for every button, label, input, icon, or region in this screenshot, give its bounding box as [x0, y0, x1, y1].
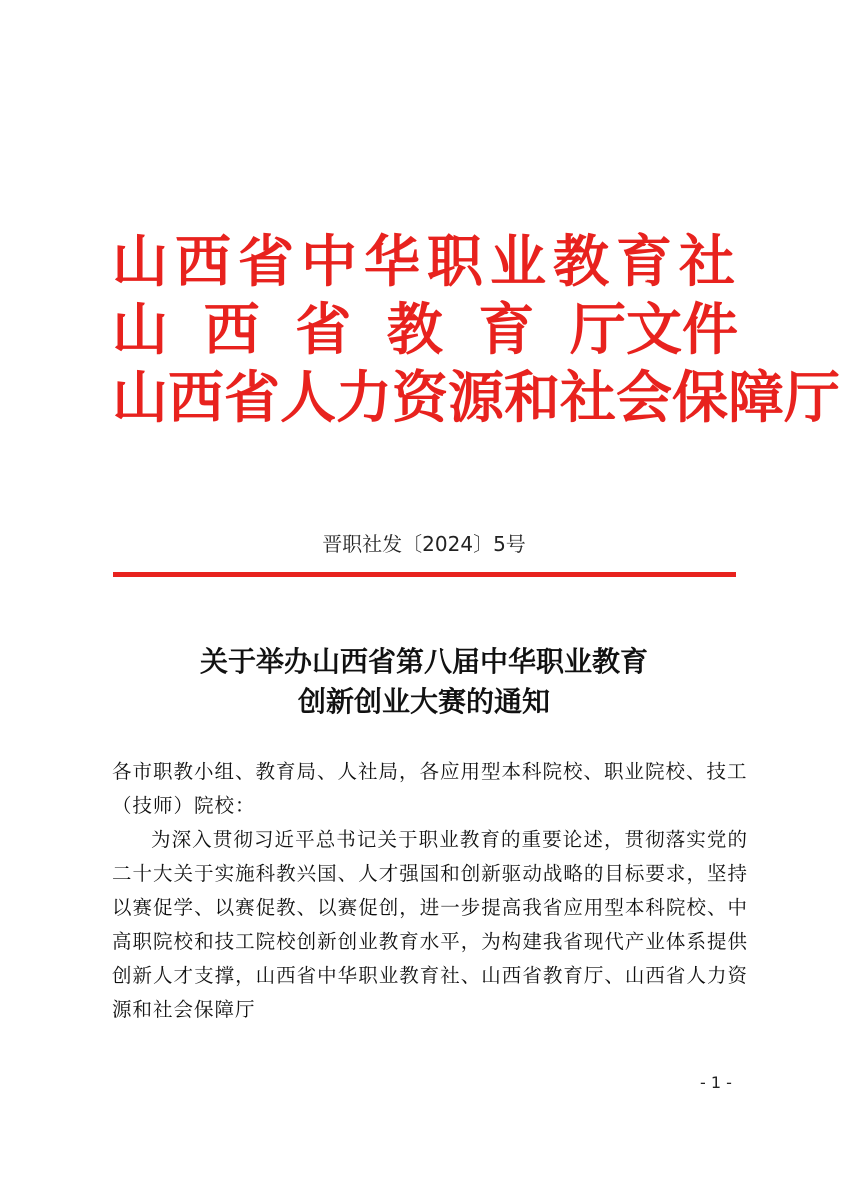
document-body	[112, 755, 748, 1027]
header-line-2-char: 育	[478, 297, 535, 363]
issuing-authorities-header	[112, 228, 840, 432]
red-divider	[113, 572, 736, 577]
header-line-2-char: 省	[295, 297, 352, 363]
header-line-3: 山西省人力资源和社会保障厅	[112, 365, 840, 431]
header-line-2	[112, 296, 738, 364]
document-number: 晋职社发〔2024〕5号	[322, 532, 526, 556]
header-line-2-char: 厅文件	[569, 297, 738, 363]
title-line-1: 关于举办山西省第八届中华职业教育	[199, 645, 648, 678]
document-title	[0, 642, 848, 722]
salutation: 各市职教小组、教育局、人社局，各应用型本科院校、职业院校、技工（技师）院校：	[112, 760, 748, 817]
header-line-2-char: 山	[112, 297, 168, 363]
page-number: - 1 -	[700, 1073, 732, 1092]
header-line-1: 山西省中华职业教育社	[112, 229, 742, 295]
header-line-2-char: 教	[386, 297, 443, 363]
header-line-2-char: 西	[203, 297, 260, 363]
title-line-2: 创新创业大赛的通知	[297, 685, 550, 718]
body-paragraph: 为深入贯彻习近平总书记关于职业教育的重要论述，贯彻落实党的二十大关于实施科教兴国、人才强国和创新驱动战略的目标要求，坚持以赛促学、以赛促教、以赛促创，进一步提高我省应用型本科院校、中高职院校和技工院校创新创业教育水平，为构建我省现代产业体系提供创新人才支撑，山西省中华职业教育社、山西省教育厅、山西省人力资源和社会保障厅	[112, 828, 748, 1021]
